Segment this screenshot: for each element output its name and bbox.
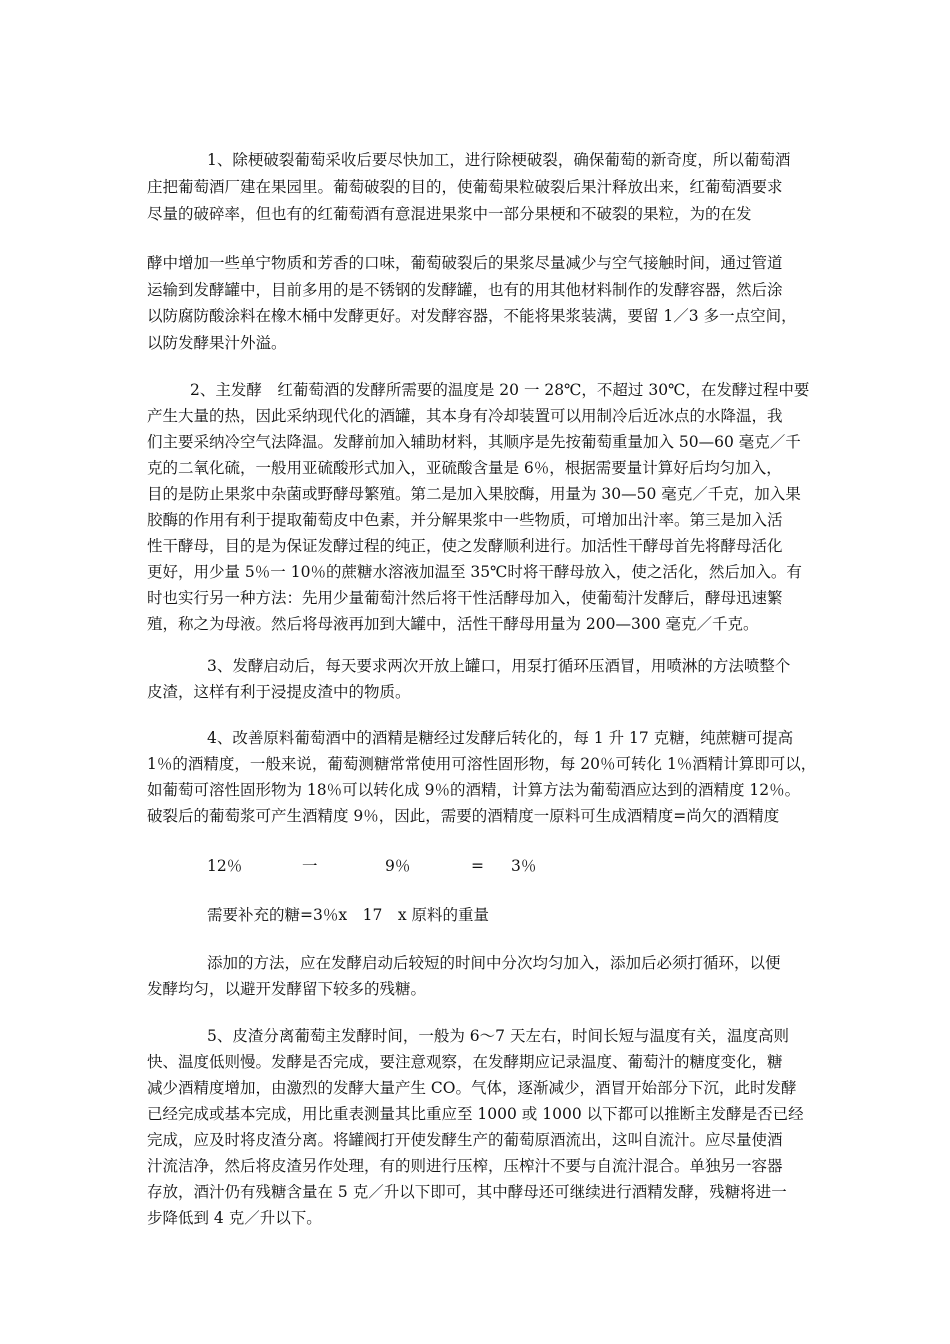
p2-line-6: 胶酶的作用有利于提取葡萄皮中色素，并分解果浆中一些物质，可增加出汁率。第三是加入活 bbox=[147, 511, 783, 529]
p3-line-1: 3、发酵启动后，每天要求两次开放上罐口，用泵打循环压酒冒，用喷淋的方法喷整个 bbox=[207, 657, 791, 675]
p2-line-2: 产生大量的热，因此采纳现代化的酒罐，其本身有冷却装置可以用制冷后近冰点的水降温，我 bbox=[147, 407, 783, 425]
p2-line-9: 时也实行另一种方法：先用少量葡萄汁然后将干性活酵母加入，使葡萄汁发酵后，酵母迅速繁 bbox=[147, 589, 783, 607]
p1b-line-4: 以防发酵果汁外溢。 bbox=[147, 334, 287, 352]
p5-line-3: 减少酒精度增加，由激烈的发酵大量产生 CO。气体，逐渐减少，酒冒开始部分下沉，此时发酵 bbox=[147, 1079, 797, 1097]
p5-line-7: 存放，酒汁仍有残糖含量在 5 克／升以下即可，其中酵母还可继续进行酒精发酵，残糖将进一 bbox=[147, 1183, 787, 1201]
p1b-line-3: 以防腐防酸涂料在橡木桶中发酵更好。对发酵容器，不能将果浆装满，要留 1／3 多一点空间， bbox=[147, 307, 797, 325]
p1-line-2: 庄把葡萄酒厂建在果园里。葡萄破裂的目的，使葡萄果粒破裂后果汁释放出来，红葡萄酒要求 bbox=[147, 178, 783, 196]
p2-line-7: 性干酵母，目的是为保证发酵过程的纯正，使之发酵顺利进行。加活性干酵母首先将酵母活化 bbox=[147, 537, 783, 555]
equation-operator-equals: = bbox=[471, 857, 484, 875]
p5-line-4: 已经完成或基本完成，用比重表测量其比重应至 1000 或 1000 以下都可以推断主发酵是否已经 bbox=[147, 1105, 804, 1123]
p4add-line-2: 发酵均匀，以避开发酵留下较多的残糖。 bbox=[147, 980, 427, 998]
equation-term-2: 9％ bbox=[385, 857, 411, 875]
p1-line-3: 尽量的破碎率，但也有的红葡萄酒有意混进果浆中一部分果梗和不破裂的果粒，为的在发 bbox=[147, 205, 752, 223]
p1b-line-2: 运输到发酵罐中，目前多用的是不锈钢的发酵罐，也有的用其他材料制作的发酵容器，然后涂 bbox=[147, 281, 783, 299]
p2-line-8: 更好，用少量 5％一 10％的蔗糖水溶液加温至 35℃时将干酵母放入，使之活化，然后加入。有 bbox=[147, 563, 802, 581]
p1-line-1: 1、除梗破裂葡萄采收后要尽快加工，进行除梗破裂，确保葡萄的新奇度，所以葡萄酒 bbox=[207, 151, 791, 169]
sugar-formula: 需要补充的糖=3％x 17 x 原料的重量 bbox=[207, 906, 489, 924]
equation-row bbox=[0, 856, 950, 878]
p5-line-2: 快、温度低则慢。发酵是否完成，要注意观察，在发酵期应记录温度、葡萄汁的糖度变化，糖 bbox=[147, 1053, 783, 1071]
p5-line-1: 5、皮渣分离葡萄主发酵时间，一般为 6～7 天左右，时间长短与温度有关，温度高则 bbox=[207, 1027, 789, 1045]
p5-line-8: 步降低到 4 克／升以下。 bbox=[147, 1209, 322, 1227]
p2-line-4: 克的二氧化硫，一般用亚硫酸形式加入，亚硫酸含量是 6％，根据需要量计算好后均匀加入， bbox=[147, 459, 782, 477]
p4-line-2: 1％的酒精度，一般来说，葡萄测糖常常使用可溶性固形物，每 20％可转化 1％酒精计算即可以， bbox=[147, 755, 817, 773]
p2-line-5: 目的是防止果浆中杂菌或野酵母繁殖。第二是加入果胶酶，用量为 30—50 毫克／千克，加入果 bbox=[147, 485, 801, 503]
p4-line-4: 破裂后的葡萄浆可产生酒精度 9％，因此，需要的酒精度一原料可生成酒精度=尚欠的酒精度 bbox=[147, 807, 780, 825]
equation-term-1: 12％ bbox=[207, 857, 243, 875]
equation-operator-minus: 一 bbox=[302, 857, 318, 875]
p2-line-10: 殖，称之为母液。然后将母液再加到大罐中，活性干酵母用量为 200—300 毫克／千克。 bbox=[147, 615, 759, 633]
p5-line-5: 完成，应及时将皮渣分离。将罐阀打开使发酵生产的葡萄原酒流出，这叫自流汁。应尽量使酒 bbox=[147, 1131, 783, 1149]
p5-line-6: 汁流洁净，然后将皮渣另作处理，有的则进行压榨，压榨汁不要与自流汁混合。单独另一容器 bbox=[147, 1157, 783, 1175]
p1b-line-1: 酵中增加一些单宁物质和芳香的口味，葡萄破裂后的果浆尽量减少与空气接触时间，通过管道 bbox=[147, 254, 783, 272]
p4add-line-1: 添加的方法，应在发酵启动后较短的时间中分次均匀加入，添加后必须打循环，以便 bbox=[207, 954, 781, 972]
p3-line-2: 皮渣，这样有利于浸提皮渣中的物质。 bbox=[147, 683, 411, 701]
equation-result: 3％ bbox=[511, 857, 537, 875]
p2-line-3: 们主要采纳冷空气法降温。发酵前加入辅助材料，其顺序是先按葡萄重量加入 50—60 毫克／千 bbox=[147, 433, 801, 451]
p4-line-1: 4、改善原料葡萄酒中的酒精是糖经过发酵后转化的，每 1 升 17 克糖，纯蔗糖可提高 bbox=[207, 729, 794, 747]
p4-line-3: 如葡萄可溶性固形物为 18％可以转化成 9％的酒精，计算方法为葡萄酒应达到的酒精度 12％。 bbox=[147, 781, 801, 799]
p2-line-1: 2、主发酵 红葡萄酒的发酵所需要的温度是 20 一 28℃，不超过 30℃，在发酵过程中要 bbox=[190, 381, 810, 399]
